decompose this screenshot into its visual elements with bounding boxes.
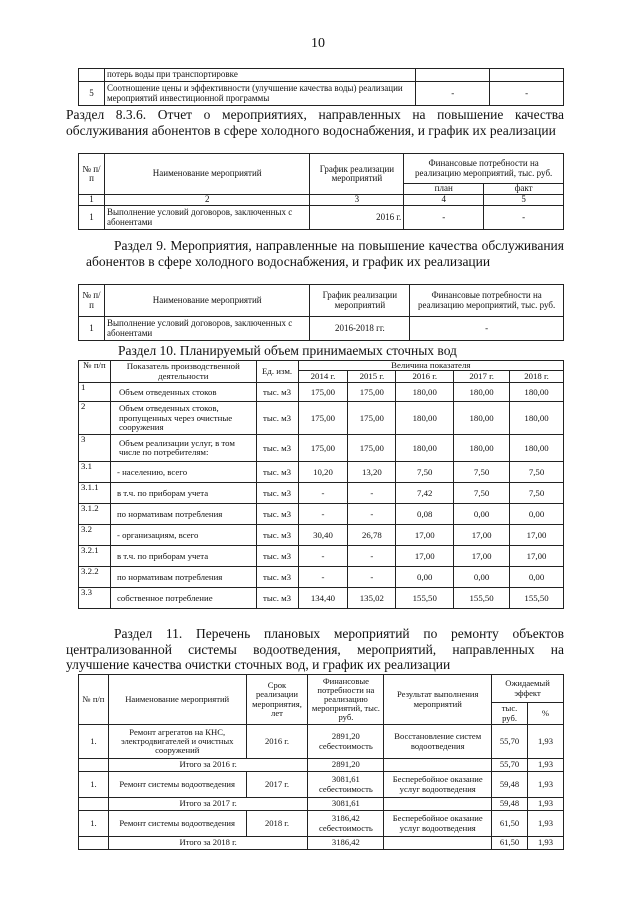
row-value: 175,00 — [348, 383, 396, 402]
table-continuation — [78, 68, 564, 106]
table-header-row — [79, 154, 564, 184]
row-value: 0,00 — [510, 504, 564, 525]
row-year: 2016 г. — [310, 206, 404, 230]
header-term: Срок реализации мероприятия, лет — [246, 675, 308, 725]
header-pct: % — [528, 703, 564, 725]
table-row — [79, 69, 564, 82]
row-value: 180,00 — [454, 383, 510, 402]
row-plan: - — [404, 206, 484, 230]
row-effect-rub: 59,48 — [492, 772, 528, 798]
total-result-cell — [384, 837, 492, 850]
total-num-cell — [79, 798, 109, 811]
row-unit: тыс. м3 — [256, 483, 298, 504]
row-num: 1. — [79, 725, 109, 759]
total-label: Итого за 2016 г. — [108, 759, 308, 772]
table-total-row — [79, 759, 564, 772]
financing-value: 3186,42 — [331, 813, 360, 824]
row-value: 26,78 — [348, 525, 396, 546]
row-name: потерь воды при транспортировке — [104, 69, 415, 82]
row-value: 180,00 — [454, 402, 510, 435]
row-unit: тыс. м3 — [256, 567, 298, 588]
total-effect-rub: 55,70 — [492, 759, 528, 772]
table-row — [79, 725, 564, 759]
financing-note: себестоимость — [318, 740, 373, 751]
row-num: 1 — [79, 206, 105, 230]
header-year: 2015 г. — [348, 371, 396, 383]
row-financing — [308, 811, 384, 837]
table-header-row — [79, 361, 564, 371]
row-value: - — [298, 483, 348, 504]
row-num: 1. — [79, 772, 109, 798]
table-row — [79, 525, 564, 546]
header-effect: Ожидаемый эффект — [492, 675, 564, 703]
row-num: 3.3 — [79, 588, 111, 609]
row-value: 0,08 — [396, 504, 454, 525]
row-value: 7,50 — [510, 483, 564, 504]
row-unit: тыс. м3 — [256, 525, 298, 546]
row-effect-rub: 61,50 — [492, 811, 528, 837]
section-11-table-body — [79, 725, 564, 850]
row-year: 2016 г. — [246, 725, 308, 759]
table-row — [79, 383, 564, 402]
row-name: Объем отведенных стоков — [110, 383, 256, 402]
row-num: 3 — [79, 435, 111, 462]
header-num: № п/п — [79, 361, 111, 383]
row-num: 1 — [79, 317, 105, 341]
row-name: - населению, всего — [110, 462, 256, 483]
row-value: - — [298, 567, 348, 588]
header-schedule: График реализации мероприятий — [310, 154, 404, 195]
row-num: 3.2 — [79, 525, 111, 546]
row-value: 17,00 — [510, 525, 564, 546]
row-value: 0,00 — [454, 567, 510, 588]
row-result: Бесперебойное оказание услуг водоотведения — [384, 811, 492, 837]
page-number: 10 — [311, 36, 325, 51]
total-result-cell — [384, 759, 492, 772]
row-value: 155,50 — [396, 588, 454, 609]
row-value: - — [348, 567, 396, 588]
row-value: 7,42 — [396, 483, 454, 504]
row-name: Ремонт агрегатов на КНС, электродвигателей и очистных сооружений — [108, 725, 246, 759]
header-rub: тыс. руб. — [492, 703, 528, 725]
total-effect-pct: 1,93 — [528, 837, 564, 850]
header-financing: Финансовые потребности на реализацию мероприятий, тыс. руб. — [308, 675, 384, 725]
section-9-heading: Раздел 9. Мероприятия, направленные на повышение качества обслуживания абонентов в сфере холодного водоснабжения, и график их реализации — [86, 238, 564, 269]
col-index: 1 — [79, 195, 105, 206]
row-num: 5 — [79, 82, 105, 106]
table-row — [79, 811, 564, 837]
row-value: 135,02 — [348, 588, 396, 609]
section-8-3-6-table — [78, 153, 564, 230]
row-name: Соотношение цены и эффективности (улучшение качества воды) реализации мероприятий инвестиционной программы — [104, 82, 415, 106]
row-num: 3.2.2 — [79, 567, 111, 588]
row-value: 175,00 — [348, 402, 396, 435]
header-unit: Ед. изм. — [256, 361, 298, 383]
row-name: Ремонт системы водоотведения — [108, 811, 246, 837]
row-result: Бесперебойное оказание услуг водоотведения — [384, 772, 492, 798]
row-value: 180,00 — [510, 383, 564, 402]
row-value: 13,20 — [348, 462, 396, 483]
row-years: 2016-2018 гг. — [310, 317, 410, 341]
section-10-table-body — [79, 383, 564, 609]
row-value — [416, 69, 490, 82]
col-index: 4 — [404, 195, 484, 206]
total-financing: 3081,61 — [308, 798, 384, 811]
row-value: 180,00 — [454, 435, 510, 462]
row-name: в т.ч. по приборам учета — [110, 546, 256, 567]
header-name: Наименование мероприятий — [104, 154, 310, 195]
row-value: 180,00 — [396, 383, 454, 402]
row-value: - — [348, 504, 396, 525]
row-unit: тыс. м3 — [256, 462, 298, 483]
section-11-heading: Раздел 11. Перечень плановых мероприятий по ремонту объектов централизованной системы водоотведения, мероприятий, направленных на улучшение качества очистки сточных вод, и график их реализации — [66, 626, 564, 672]
row-value: - — [298, 504, 348, 525]
table-row — [79, 82, 564, 106]
row-name: Объем реализации услуг, в том числе по потребителям: — [110, 435, 256, 462]
row-unit: тыс. м3 — [256, 402, 298, 435]
row-value: 7,50 — [510, 462, 564, 483]
row-value: 175,00 — [298, 435, 348, 462]
row-value: 7,50 — [454, 483, 510, 504]
table-index-row — [79, 195, 564, 206]
total-financing: 3186,42 — [308, 837, 384, 850]
row-value: 155,50 — [454, 588, 510, 609]
total-effect-pct: 1,93 — [528, 798, 564, 811]
row-name: Выполнение условий договоров, заключенных с абонентами — [104, 206, 310, 230]
row-effect-rub: 55,70 — [492, 725, 528, 759]
table-row — [79, 402, 564, 435]
row-value: 155,50 — [510, 588, 564, 609]
col-index: 2 — [104, 195, 310, 206]
row-value: - — [490, 82, 564, 106]
row-value — [490, 69, 564, 82]
total-effect-pct: 1,93 — [528, 759, 564, 772]
row-num: 1. — [79, 811, 109, 837]
table-row — [79, 317, 564, 341]
table-row — [79, 772, 564, 798]
table-row — [79, 504, 564, 525]
row-unit: тыс. м3 — [256, 504, 298, 525]
header-financing: Финансовые потребности на реализацию мероприятий, тыс. руб. — [404, 154, 564, 184]
row-value: - — [298, 546, 348, 567]
row-result: Восстановление систем водоотведения — [384, 725, 492, 759]
header-name: Наименование мероприятий — [104, 285, 310, 317]
row-value: 180,00 — [510, 435, 564, 462]
row-num: 3.1.2 — [79, 504, 111, 525]
header-num: № п/п — [79, 675, 109, 725]
section-8-3-6-heading: Раздел 8.3.6. Отчет о мероприятиях, направленных на повышение качества обслуживания абонентов в сфере холодного водоснабжения, и график их реализации — [66, 107, 564, 138]
row-value: 175,00 — [298, 402, 348, 435]
financing-note: себестоимость — [318, 783, 373, 794]
header-year: 2018 г. — [510, 371, 564, 383]
header-indicator: Показатель производственной деятельности — [110, 361, 256, 383]
row-value: 0,00 — [454, 504, 510, 525]
table-total-row — [79, 798, 564, 811]
financing-value: 2891,20 — [331, 731, 360, 742]
table-row — [79, 567, 564, 588]
table-row — [79, 588, 564, 609]
table-row — [79, 462, 564, 483]
header-financing: Финансовые потребности на реализацию мероприятий, тыс. руб. — [410, 285, 564, 317]
total-label: Итого за 2017 г. — [108, 798, 308, 811]
table-header-row — [79, 285, 564, 317]
table-row — [79, 483, 564, 504]
row-effect-pct: 1,93 — [528, 811, 564, 837]
financing-value: 3081,61 — [331, 774, 360, 785]
row-unit: тыс. м3 — [256, 588, 298, 609]
total-label: Итого за 2018 г. — [108, 837, 308, 850]
row-name: собственное потребление — [110, 588, 256, 609]
total-effect-rub: 61,50 — [492, 837, 528, 850]
row-fact: - — [484, 206, 564, 230]
row-name: Выполнение условий договоров, заключенных с абонентами — [104, 317, 310, 341]
row-name: в т.ч. по приборам учета — [110, 483, 256, 504]
row-name: по нормативам потребления — [110, 567, 256, 588]
row-value: - — [416, 82, 490, 106]
row-num: 3.1.1 — [79, 483, 111, 504]
row-year: 2017 г. — [246, 772, 308, 798]
header-year: 2016 г. — [396, 371, 454, 383]
row-financing — [308, 725, 384, 759]
row-name: Ремонт системы водоотведения — [108, 772, 246, 798]
row-num: 3.1 — [79, 462, 111, 483]
row-year: 2018 г. — [246, 811, 308, 837]
row-value: 10,20 — [298, 462, 348, 483]
row-name: по нормативам потребления — [110, 504, 256, 525]
row-name: - организациям, всего — [110, 525, 256, 546]
row-value: 175,00 — [348, 435, 396, 462]
row-value: 0,00 — [396, 567, 454, 588]
table-header-row — [79, 675, 564, 703]
header-plan: план — [404, 184, 484, 195]
row-value: 30,40 — [298, 525, 348, 546]
header-year: 2017 г. — [454, 371, 510, 383]
row-value: 7,50 — [396, 462, 454, 483]
row-value: 180,00 — [396, 435, 454, 462]
table-row — [79, 206, 564, 230]
header-name: Наименование мероприятий — [108, 675, 246, 725]
row-num — [79, 69, 105, 82]
total-financing: 2891,20 — [308, 759, 384, 772]
financing-note: себестоимость — [318, 822, 373, 833]
row-unit: тыс. м3 — [256, 435, 298, 462]
total-effect-rub: 59,48 — [492, 798, 528, 811]
row-value: 17,00 — [454, 546, 510, 567]
header-schedule: График реализации мероприятий — [310, 285, 410, 317]
section-10-table — [78, 360, 564, 609]
table-row — [79, 435, 564, 462]
row-value: 180,00 — [510, 402, 564, 435]
table-total-row — [79, 837, 564, 850]
row-value: 17,00 — [396, 525, 454, 546]
row-effect-pct: 1,93 — [528, 725, 564, 759]
section-11-table — [78, 674, 564, 850]
header-num: № п/п — [79, 154, 105, 195]
total-num-cell — [79, 759, 109, 772]
row-financing — [308, 772, 384, 798]
total-num-cell — [79, 837, 109, 850]
col-index: 5 — [484, 195, 564, 206]
header-num: № п/п — [79, 285, 105, 317]
row-financing: - — [410, 317, 564, 341]
row-value: 17,00 — [454, 525, 510, 546]
row-num: 1 — [79, 383, 111, 402]
row-value: 17,00 — [396, 546, 454, 567]
col-index: 3 — [310, 195, 404, 206]
row-value: 134,40 — [298, 588, 348, 609]
table-row — [79, 546, 564, 567]
section-9-table — [78, 284, 564, 341]
row-value: - — [348, 483, 396, 504]
header-values: Величина показателя — [298, 361, 563, 371]
row-effect-pct: 1,93 — [528, 772, 564, 798]
row-value: 175,00 — [298, 383, 348, 402]
header-result: Результат выполнения мероприятий — [384, 675, 492, 725]
header-year: 2014 г. — [298, 371, 348, 383]
header-fact: факт — [484, 184, 564, 195]
row-unit: тыс. м3 — [256, 546, 298, 567]
row-value: - — [348, 546, 396, 567]
row-num: 3.2.1 — [79, 546, 111, 567]
row-num: 2 — [79, 402, 111, 435]
row-value: 7,50 — [454, 462, 510, 483]
section-10-heading: Раздел 10. Планируемый объем принимаемых сточных вод — [118, 343, 457, 358]
row-value: 0,00 — [510, 567, 564, 588]
row-unit: тыс. м3 — [256, 383, 298, 402]
total-result-cell — [384, 798, 492, 811]
row-name: Объем отведенных стоков, пропущенных через очистные сооружения — [110, 402, 256, 435]
row-value: 17,00 — [510, 546, 564, 567]
row-value: 180,00 — [396, 402, 454, 435]
